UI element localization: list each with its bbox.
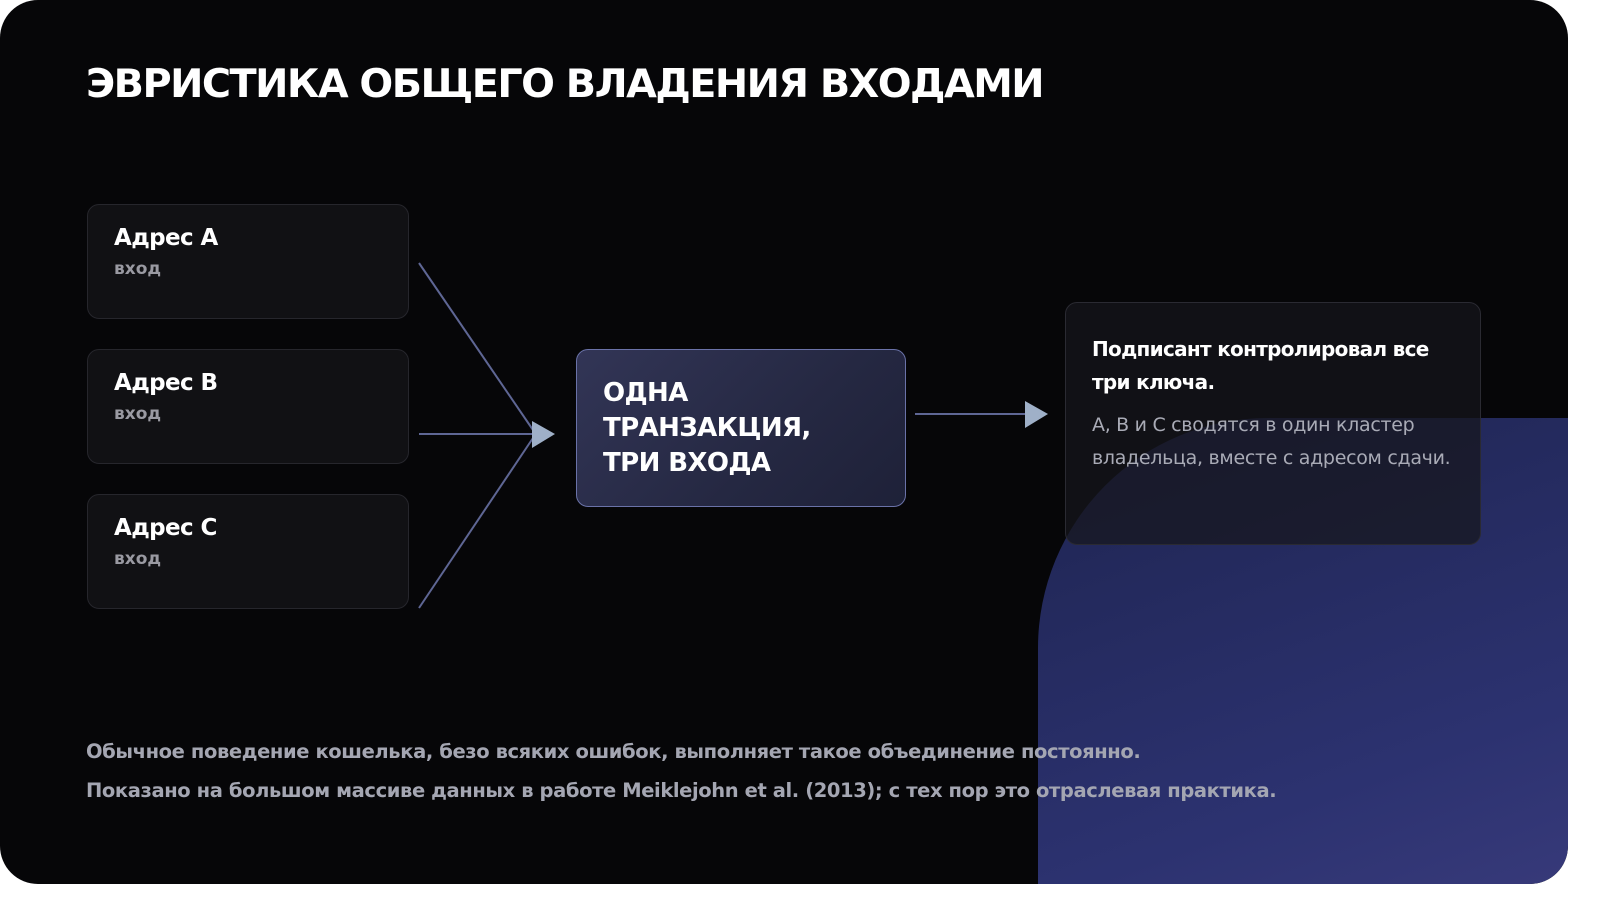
address-box-c (87, 494, 409, 609)
page-title: ЭВРИСТИКА ОБЩЕГО ВЛАДЕНИЯ ВХОДАМИ (86, 62, 1044, 107)
transaction-line: ОДНА (603, 378, 688, 408)
address-role: вход (114, 549, 162, 569)
footer-line-1: Обычное поведение кошелька, безо всяких ошибок, выполняет такое объединение постоянно. (86, 740, 1141, 763)
arrowhead-merge (532, 421, 555, 448)
address-box-a (87, 204, 409, 319)
address-box-b (87, 349, 409, 464)
result-box (1065, 302, 1481, 545)
address-name: Адрес C (114, 515, 217, 541)
result-heading: Подписант контролировал все три ключа. (1092, 337, 1429, 394)
address-role: вход (114, 259, 162, 279)
connector-c (419, 438, 533, 608)
transaction-line: ТРАНЗАКЦИЯ, (603, 413, 811, 443)
arrowhead-result (1025, 401, 1048, 428)
connector-a (419, 263, 533, 430)
address-name: Адрес B (114, 370, 218, 396)
transaction-line: ТРИ ВХОДА (603, 448, 771, 478)
result-body: A, B и C сводятся в один кластер владельца, вместе с адресом сдачи. (1092, 414, 1451, 469)
transaction-box (576, 349, 906, 507)
address-name: Адрес A (114, 225, 218, 251)
footer-line-2: Показано на большом массиве данных в работе Meiklejohn et al. (2013); с тех пор это отраслевая практика. (86, 779, 1277, 802)
address-role: вход (114, 404, 162, 424)
